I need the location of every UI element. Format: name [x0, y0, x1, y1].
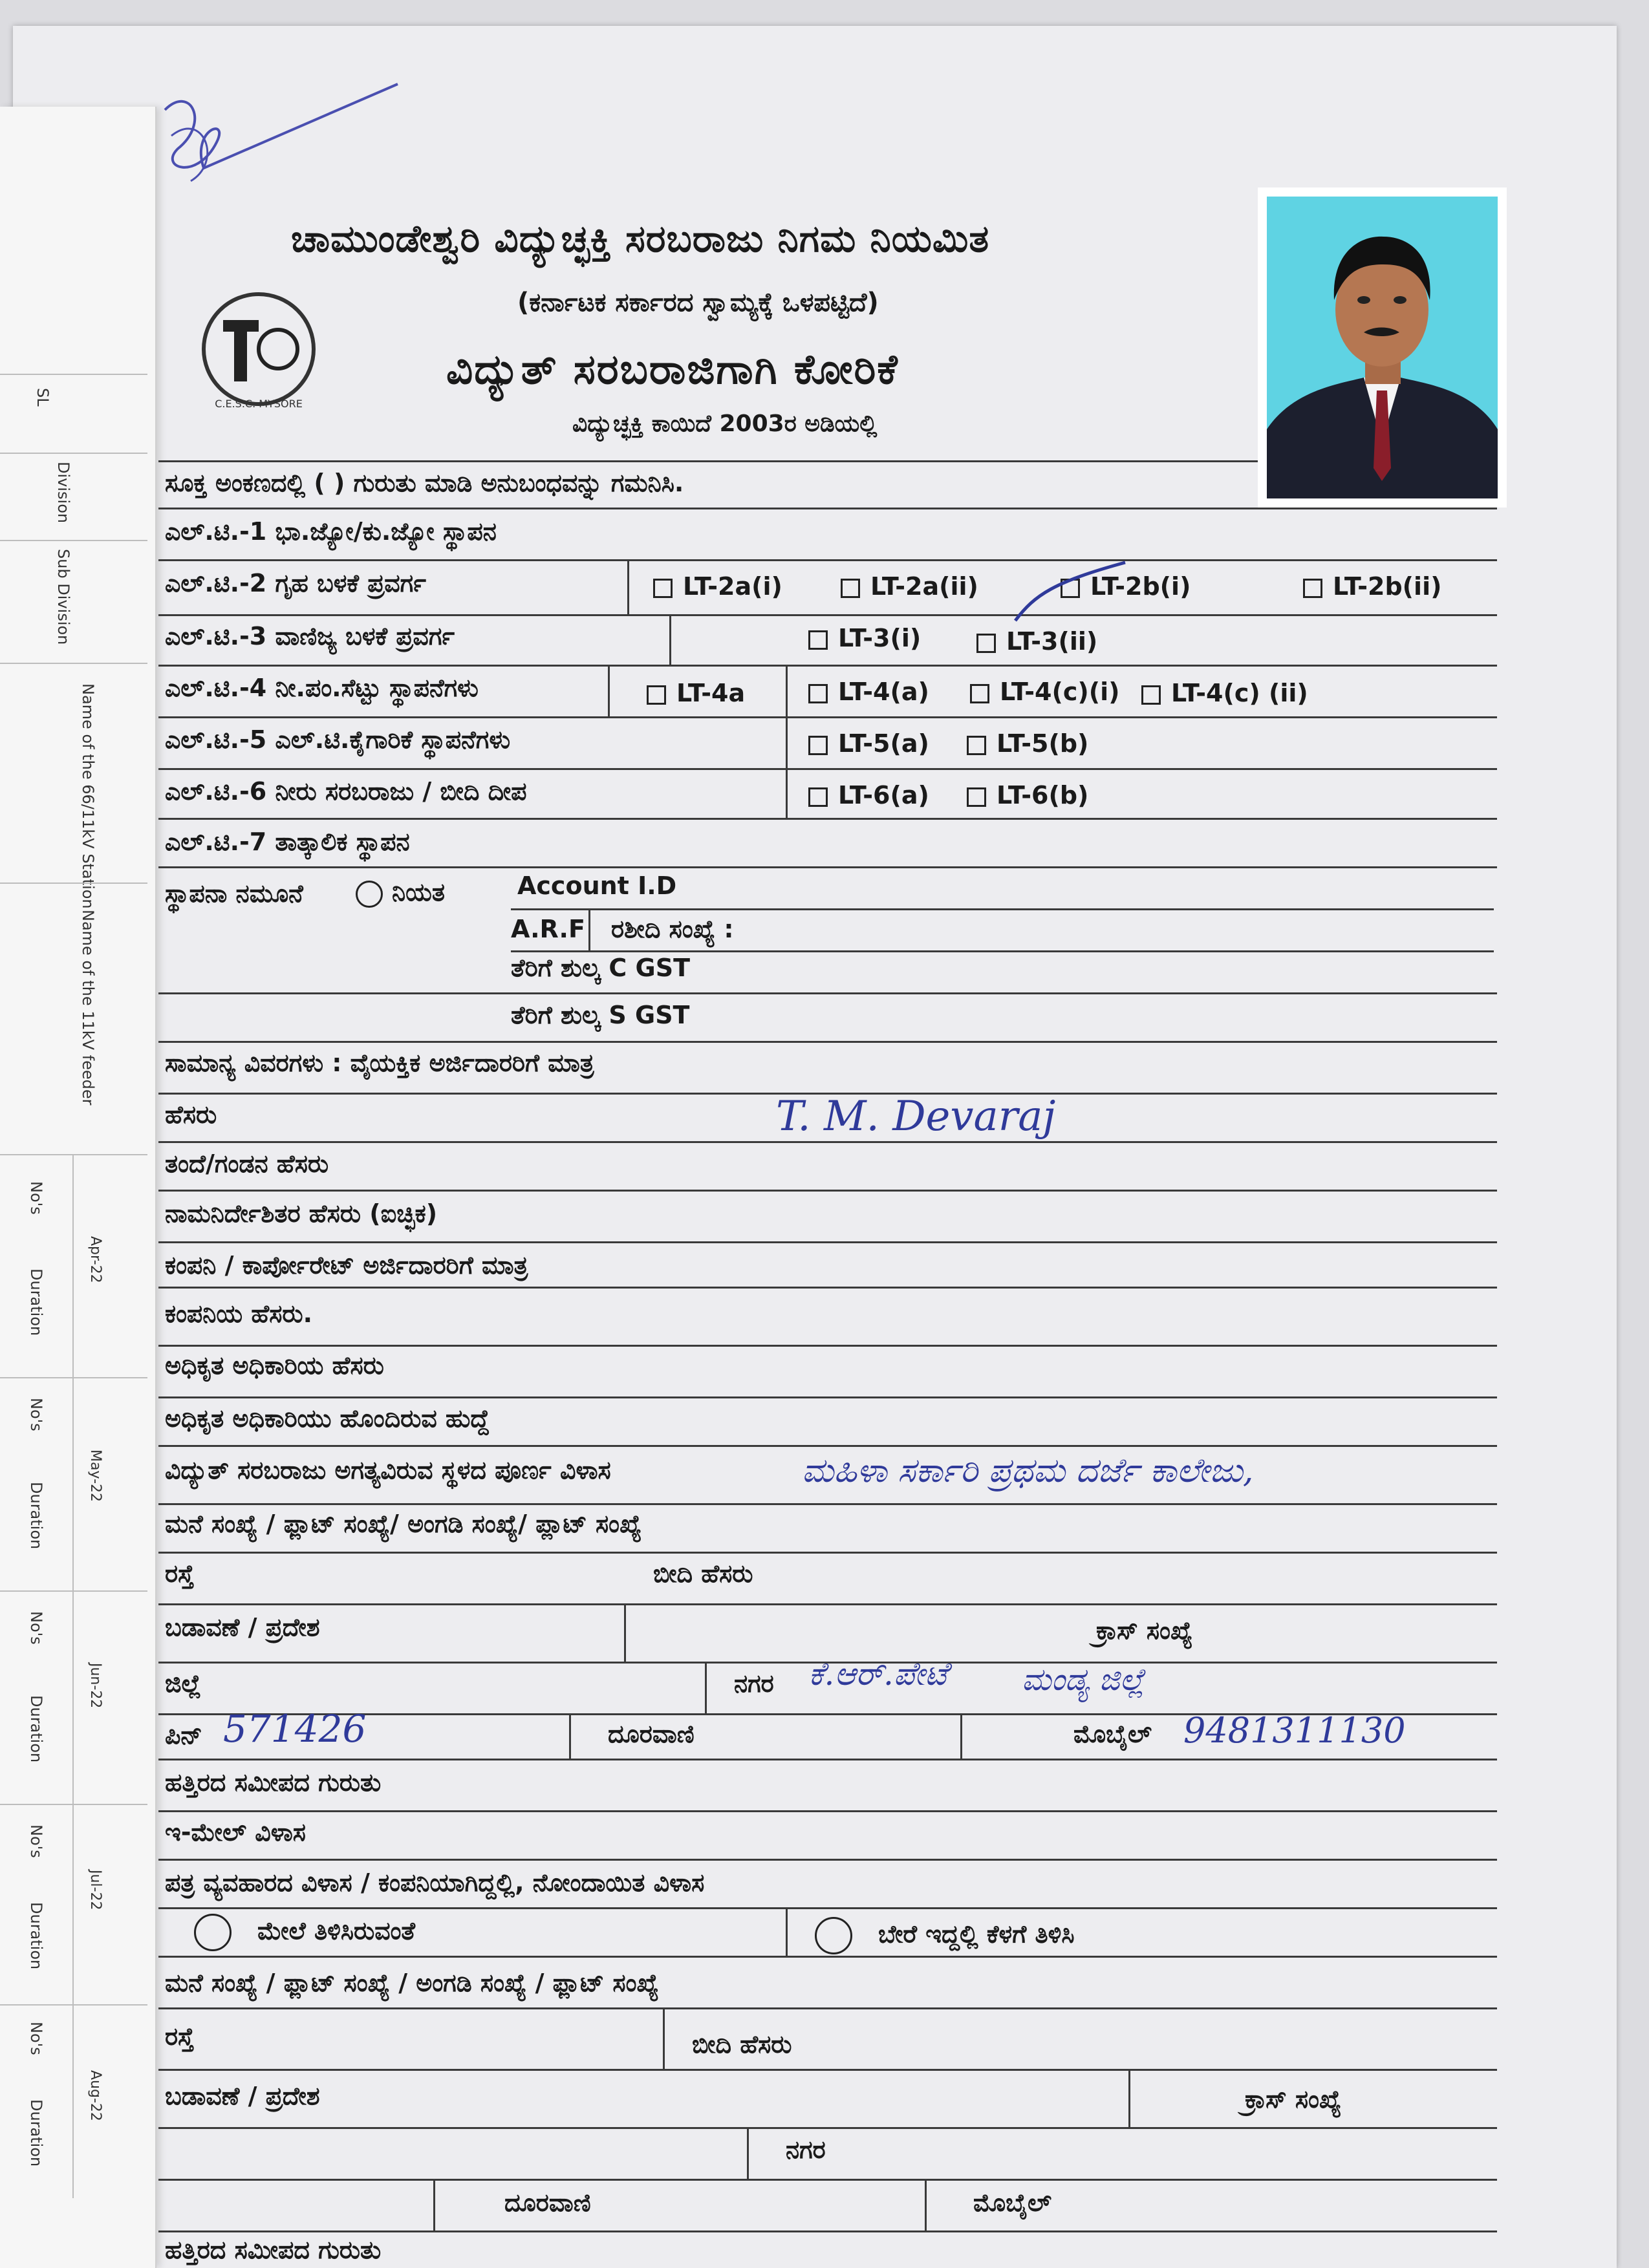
- slip-month: May-22: [87, 1450, 103, 1503]
- rule: [786, 1907, 788, 1956]
- name-value[interactable]: T. M. Devaraj: [776, 1093, 1056, 1140]
- rule: [158, 866, 1497, 868]
- comm-city-label: ನಗರ: [786, 2135, 826, 2164]
- district-label: ಜಿಲ್ಲೆ: [165, 1669, 202, 1698]
- applicant-photo: [1258, 187, 1507, 508]
- personal-section-heading: ಸಾಮಾನ್ಯ ವಿವರಗಳು : ವೈಯಕ್ತಿಕ ಅರ್ಜಿದಾರರಿಗೆ ಮಾತ್ರ: [165, 1049, 594, 1077]
- comm-cross-number-label: ಕ್ರಾಸ್ ಸಂಖ್ಯೆ: [1245, 2085, 1342, 2113]
- rule: [158, 1396, 1497, 1398]
- street-name-label: ಬೀದಿ ಹೆಸರು: [653, 1559, 753, 1588]
- category-lt6[interactable]: ಎಲ್.ಟಿ.-6 ನೀರು ಸರಬರಾಜು / ಬೀದಿ ದೀಪ: [165, 777, 527, 806]
- officer-name-label: ಅಧಿಕೃತ ಅಧಿಕಾರಿಯ ಹೆಸರು: [165, 1351, 384, 1380]
- rule: [158, 614, 1497, 616]
- rule: [158, 1859, 1497, 1861]
- option-lt4ci[interactable]: LT-4(c)(i): [970, 678, 1120, 706]
- rule: [158, 2127, 1497, 2129]
- logo-text: C.E.S.C. MYSORE: [215, 398, 303, 410]
- account-id-label: Account I.D: [517, 872, 677, 900]
- officer-post-label: ಅಧಿಕೃತ ಅಧಿಕಾರಿಯು ಹೊಂದಿರುವ ಹುದ್ದೆ: [165, 1404, 490, 1433]
- category-lt1[interactable]: ಎಲ್.ಟಿ.-1 ಭಾ.ಜ್ಯೋ/ಕು.ಜ್ಯೋ ಸ್ಥಾಪನ: [165, 517, 497, 546]
- option-lt2bii[interactable]: LT-2b(ii): [1303, 572, 1441, 601]
- company-name-label: ಕಂಪನಿಯ ಹೆಸರು.: [165, 1300, 313, 1328]
- slip-nos-label: No's: [27, 1181, 45, 1215]
- rule: [705, 1662, 707, 1713]
- same-as-above-option[interactable]: ಮೇಲೆ ತಿಳಿಸಿರುವಂತೆ: [194, 1914, 415, 1951]
- corporate-section-heading: ಕಂಪನಿ / ಕಾರ್ಪೋರೇಟ್ ಅರ್ಜಿದಾರರಿಗೆ ಮಾತ್ರ: [165, 1251, 528, 1279]
- cross-number-label: ಕ್ರಾಸ್ ಸಂಖ್ಯೆ: [1096, 1616, 1193, 1645]
- rule: [747, 2127, 749, 2179]
- rule: [433, 2179, 435, 2231]
- slip-month-block: [0, 1154, 147, 1378]
- rule: [158, 716, 1497, 718]
- rule: [624, 1603, 626, 1662]
- slip-header-sl: SL: [34, 388, 52, 407]
- receipt-number-label: ರಶೀದಿ ಸಂಖ್ಯೆ :: [611, 915, 734, 943]
- rule: [158, 1810, 1497, 1812]
- comm-phone-label: ದೂರವಾಣಿ: [504, 2188, 591, 2217]
- rule: [158, 460, 1258, 462]
- rule: [158, 768, 1497, 770]
- option-lt3i[interactable]: LT-3(i): [808, 624, 921, 652]
- option-lt4a[interactable]: LT-4a: [647, 679, 745, 707]
- cesc-logo: [194, 284, 323, 414]
- rule: [925, 2179, 927, 2231]
- rule: [786, 665, 788, 716]
- option-lt6a[interactable]: LT-6(a): [808, 781, 929, 809]
- rule: [158, 559, 1497, 561]
- slip-month: Jun-22: [87, 1663, 103, 1709]
- different-address-option[interactable]: ಬೇರೆ ಇದ್ದಲ್ಲಿ ಕೆಳಗೆ ತಿಳಿಸಿ: [815, 1917, 1075, 1954]
- company-title: ಚಾಮುಂಡೇಶ್ವರಿ ವಿದ್ಯುಚ್ಛಕ್ತಿ ಸರಬರಾಜು ನಿಗಮ ನಿಯಮಿತ: [291, 217, 990, 261]
- father-name-label: ತಂದೆ/ಗಂಡನ ಹೆಸರು: [165, 1150, 329, 1178]
- rule: [663, 2007, 665, 2069]
- category-lt4[interactable]: ಎಲ್.ಟಿ.-4 ನೀ.ಪಂ.ಸೆಟ್ಟು ಸ್ಥಾಪನೆಗಳು: [165, 674, 479, 702]
- category-lt5[interactable]: ಎಲ್.ಟಿ.-5 ಎಲ್.ಟಿ.ಕೈಗಾರಿಕೆ ಸ್ಥಾಪನೆಗಳು: [165, 725, 511, 754]
- phone-label: ದೂರವಾಣಿ: [608, 1720, 695, 1748]
- rule: [511, 908, 1494, 910]
- rule: [158, 1552, 1497, 1554]
- door-number-label: ಮನೆ ಸಂಖ್ಯೆ / ಫ್ಲಾಟ್ ಸಂಖ್ಯೆ/ ಅಂಗಡಿ ಸಂಖ್ಯೆ/ ಪ್ಲಾಟ್ ಸಂಖ್ಯೆ: [165, 1510, 642, 1538]
- name-label: ಹೆಸರು: [165, 1100, 217, 1129]
- email-label: ಇ-ಮೇಲ್ ವಿಳಾಸ: [165, 1818, 306, 1846]
- option-lt6b[interactable]: LT-6(b): [967, 781, 1088, 809]
- rule: [569, 1713, 571, 1759]
- rule: [158, 1287, 1497, 1289]
- rule: [158, 992, 1497, 994]
- comm-road-label: ರಸ್ತೆ: [165, 2022, 195, 2051]
- slip-nos-label: No's: [27, 2022, 45, 2055]
- signature-scribble: [152, 71, 424, 220]
- nominee-label: ನಾಮನಿರ್ದೇಶಿತರ ಹೆಸರು (ಐಚ್ಛಿಕ): [165, 1199, 438, 1228]
- slip-cell-subdivision: [0, 540, 147, 664]
- slip-month: Aug-22: [87, 2070, 103, 2121]
- rule: [158, 1041, 1497, 1043]
- rule: [158, 1345, 1497, 1347]
- rule: [158, 1445, 1497, 1447]
- option-lt2aii[interactable]: LT-2a(ii): [841, 572, 978, 601]
- company-subtitle: (ಕರ್ನಾಟಕ ಸರ್ಕಾರದ ಸ್ವಾಮ್ಯಕ್ಕೆ ಒಳಪಟ್ಟಿದೆ): [517, 288, 879, 317]
- slip-cell-feeder: [0, 883, 147, 1155]
- city-label: ನಗರ: [734, 1669, 774, 1698]
- tick-mark-lt2bi: [1009, 556, 1132, 627]
- form-title: ವಿದ್ಯುತ್ ಸರಬರಾಜಿಗಾಗಿ ಕೋರಿಕೆ: [446, 346, 899, 394]
- rule: [158, 1759, 1497, 1760]
- option-lt3ii[interactable]: LT-3(ii): [976, 627, 1097, 656]
- rule: [511, 950, 1494, 952]
- arf-label: A.R.F: [511, 915, 585, 943]
- supply-address-label: ವಿದ್ಯುತ್ ಸರಬರಾಜು ಅಗತ್ಯವಿರುವ ಸ್ಥಳದ ಪೂರ್ಣ ವಿಳಾಸ: [165, 1456, 611, 1484]
- instruction: ಸೂಕ್ತ ಅಂಕಣದಲ್ಲಿ ( ) ಗುರುತು ಮಾಡಿ ಅನುಬಂಧವನ್ನು ಗಮನಿಸಿ.: [165, 469, 684, 497]
- option-lt2bi[interactable]: LT-2b(i): [1061, 572, 1191, 601]
- slip-nos-label: No's: [27, 1611, 45, 1645]
- rule: [158, 818, 1497, 820]
- option-lt4-a[interactable]: LT-4(a): [808, 678, 929, 706]
- rule: [786, 716, 788, 820]
- rule: [158, 2069, 1497, 2071]
- slip-nos-label: No's: [27, 1824, 45, 1858]
- cgst-label: ತೆರಿಗೆ ಶುಲ್ಕ C GST: [511, 954, 691, 982]
- rule: [588, 908, 590, 950]
- rule: [627, 559, 629, 614]
- slip-header-feeder: Name of the 11kV feeder: [79, 910, 97, 1106]
- rule: [158, 1956, 1497, 1958]
- area-label: ಬಡಾವಣೆ / ಪ್ರದೇಶ: [165, 1613, 320, 1642]
- slip-duration-label: Duration: [27, 1482, 45, 1550]
- rule: [1128, 2069, 1130, 2127]
- option-lt2ai[interactable]: LT-2a(i): [653, 572, 782, 601]
- regular-option[interactable]: ನಿಯತ: [356, 878, 445, 908]
- slip-month-block: [0, 1377, 147, 1592]
- pin-label: ಪಿನ್: [165, 1721, 202, 1749]
- slip-month: Apr-22: [87, 1236, 103, 1283]
- comm-street-name-label: ಬೀದಿ ಹೆಸರು: [692, 2030, 792, 2059]
- slip-header-station: Name of the 66/11kV Station: [79, 683, 97, 909]
- option-lt4cii[interactable]: LT-4(c) (ii): [1141, 679, 1308, 707]
- rule: [158, 665, 1497, 667]
- mobile-value[interactable]: 9481311130: [1183, 1710, 1406, 1751]
- comm-landmark-label: ಹತ್ತಿರದ ಸಮೀಪದ ಗುರುತು: [165, 2236, 382, 2264]
- slip-nos-label: No's: [27, 1398, 45, 1431]
- slip-month-block: [0, 1804, 147, 2006]
- road-label: ರಸ್ತೆ: [165, 1559, 195, 1588]
- rule: [960, 1713, 962, 1759]
- communication-section-heading: ಪತ್ರ ವ್ಯವಹಾರದ ವಿಳಾಸ / ಕಂಪನಿಯಾಗಿದ್ದಲ್ಲಿ, ನೋಂದಾಯಿತ ವಿಳಾಸ: [165, 1868, 705, 1897]
- act-reference: ವಿದ್ಯುಚ್ಛಕ್ತಿ ಕಾಯಿದೆ 2003ರ ಅಡಿಯಲ್ಲಿ: [572, 411, 878, 437]
- comm-area-label: ಬಡಾವಣೆ / ಪ್ರದೇಶ: [165, 2082, 320, 2110]
- rule: [158, 2231, 1497, 2232]
- option-lt5a[interactable]: LT-5(a): [808, 729, 929, 758]
- rule: [158, 1141, 1497, 1143]
- rule: [669, 614, 671, 665]
- option-lt5b[interactable]: LT-5(b): [967, 729, 1088, 758]
- category-lt7[interactable]: ಎಲ್.ಟಿ.-7 ತಾತ್ಕಾಲಿಕ ಸ್ಥಾಪನ: [165, 828, 410, 856]
- sgst-label: ತೆರಿಗೆ ಶುಲ್ಕ S GST: [511, 1001, 690, 1029]
- slip-month: Jul-22: [87, 1870, 103, 1910]
- slip-header-division: Division: [54, 462, 72, 524]
- category-lt3[interactable]: ಎಲ್.ಟಿ.-3 ವಾಣಿಜ್ಯ ಬಳಕೆ ಪ್ರವರ್ಗ: [165, 622, 455, 650]
- slip-cell-station: [0, 663, 147, 909]
- installation-type-label: ಸ್ಥಾಪನಾ ನಮೂನೆ: [165, 879, 303, 908]
- district-value[interactable]: ಮಂಡ್ಯ ಜಿಲ್ಲೆ: [1022, 1662, 1145, 1698]
- supply-address-value[interactable]: ಮಹಿಳಾ ಸರ್ಕಾರಿ ಪ್ರಥಮ ದರ್ಜೆ ಕಾಲೇಜು,: [802, 1451, 1254, 1490]
- mobile-label: ಮೊಬೈಲ್: [1073, 1720, 1152, 1748]
- category-lt2[interactable]: ಎಲ್.ಟಿ.-2 ಗೃಹ ಬಳಕೆ ಪ್ರವರ್ಗ: [165, 569, 426, 597]
- slip-cell-sl: [0, 374, 147, 454]
- comm-door-number-label: ಮನೆ ಸಂಖ್ಯೆ / ಫ್ಲಾಟ್ ಸಂಖ್ಯೆ / ಅಂಗಡಿ ಸಂಖ್ಯೆ / ಫ್ಲಾಟ್ ಸಂಖ್ಯೆ: [165, 1969, 659, 1997]
- rule: [608, 665, 610, 716]
- comm-mobile-label: ಮೊಬೈಲ್: [973, 2188, 1051, 2217]
- rule: [158, 1241, 1497, 1243]
- slip-cell-division: [0, 453, 147, 541]
- slip-duration-label: Duration: [27, 2099, 45, 2167]
- slip-month-block: [0, 2004, 147, 2199]
- landmark-label: ಹತ್ತಿರದ ಸಮೀಪದ ಗುರುತು: [165, 1768, 382, 1797]
- slip-month-block: [0, 1590, 147, 1805]
- pin-value[interactable]: 571426: [223, 1707, 367, 1751]
- slip-duration-label: Duration: [27, 1902, 45, 1970]
- slip-duration-label: Duration: [27, 1268, 45, 1336]
- rule: [158, 1190, 1497, 1192]
- rule: [158, 1907, 1497, 1909]
- rule: [158, 508, 1497, 509]
- slip-divider: [72, 1154, 74, 2198]
- rule: [158, 1503, 1497, 1505]
- slip-duration-label: Duration: [27, 1695, 45, 1763]
- slip-header-subdivision: Sub Division: [54, 549, 72, 645]
- rule: [158, 1603, 1497, 1605]
- city-value[interactable]: ಕೆ.ಆರ್.ಪೇಟೆ: [808, 1655, 948, 1693]
- rule: [158, 2007, 1497, 2009]
- rule: [158, 2179, 1497, 2181]
